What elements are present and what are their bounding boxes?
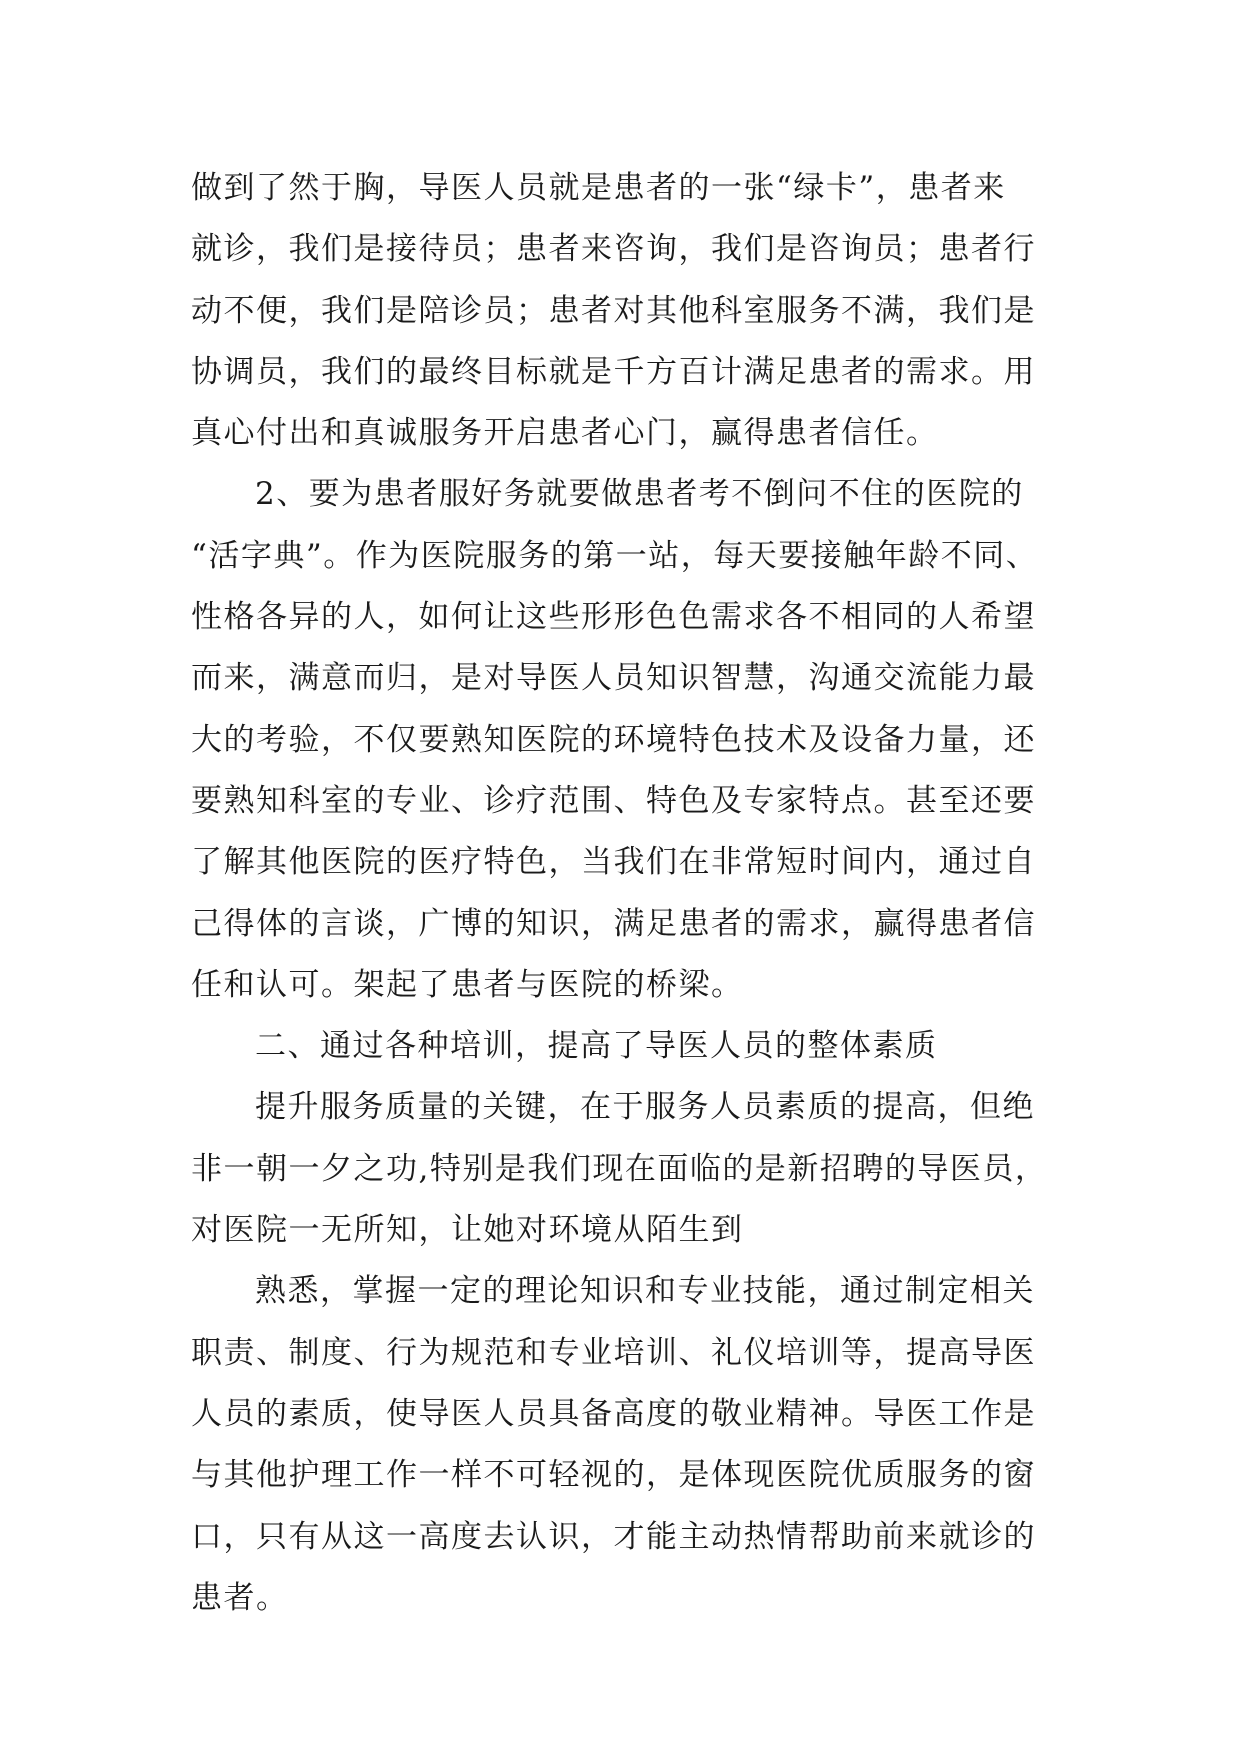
text-line: 任和认可。架起了患者与医院的桥梁。 xyxy=(191,966,744,1003)
text-line: 做到了然于胸，导医人员就是患者的一张“绿卡”，患者来 xyxy=(191,170,1006,206)
text-line: 真心付出和真诚服务开启患者心门，赢得患者信任。 xyxy=(191,415,939,452)
text-line: 人员的素质，使导医人员具备高度的敬业精神。导医工作是 xyxy=(191,1395,1036,1432)
text-line: 患者。 xyxy=(191,1579,289,1616)
text-line: 动不便，我们是陪诊员；患者对其他科室服务不满，我们是 xyxy=(191,292,1036,329)
text-line: 而来，满意而归，是对导医人员知识智慧，沟通交流能力最 xyxy=(191,660,1036,697)
text-line: 2、要为患者服好务就要做患者考不倒问不住的医院的 xyxy=(255,476,1024,513)
text-line: 提升服务质量的关键，在于服务人员素质的提高，但绝 xyxy=(255,1089,1035,1126)
document-body xyxy=(191,158,1051,1629)
text-line: 口，只有从这一高度去认识，才能主动热情帮助前来就诊的 xyxy=(191,1518,1036,1555)
text-line: “活字典”。作为医院服务的第一站，每天要接触年龄不同、 xyxy=(191,537,1039,574)
text-line: 职责、制度、行为规范和专业培训、礼仪培训等，提高导医 xyxy=(191,1334,1036,1371)
text-line: 与其他护理工作一样不可轻视的，是体现医院优质服务的窗 xyxy=(191,1457,1036,1494)
text-line: 熟悉，掌握一定的理论知识和专业技能，通过制定相关 xyxy=(255,1273,1035,1310)
text-line: 了解其他医院的医疗特色，当我们在非常短时间内，通过自 xyxy=(191,844,1036,881)
text-line: 就诊，我们是接待员；患者来咨询，我们是咨询员；患者行 xyxy=(191,231,1036,268)
text-line: 非一朝一夕之功,特别是我们现在面临的是新招聘的导医员， xyxy=(191,1150,1048,1187)
text-line: 对医院一无所知，让她对环境从陌生到 xyxy=(191,1212,744,1249)
text-line: 性格各异的人，如何让这些形形色色需求各不相同的人希望 xyxy=(191,599,1036,636)
text-line: 己得体的言谈，广博的知识，满足患者的需求，赢得患者信 xyxy=(191,905,1036,942)
text-line: 大的考验，不仅要熟知医院的环境特色技术及设备力量，还 xyxy=(191,721,1036,758)
text-line: 协调员，我们的最终目标就是千方百计满足患者的需求。用 xyxy=(191,353,1036,390)
text-line: 要熟知科室的专业、诊疗范围、特色及专家特点。甚至还要 xyxy=(191,782,1036,819)
text-line: 二、通过各种培训，提高了导医人员的整体素质 xyxy=(255,1028,938,1065)
